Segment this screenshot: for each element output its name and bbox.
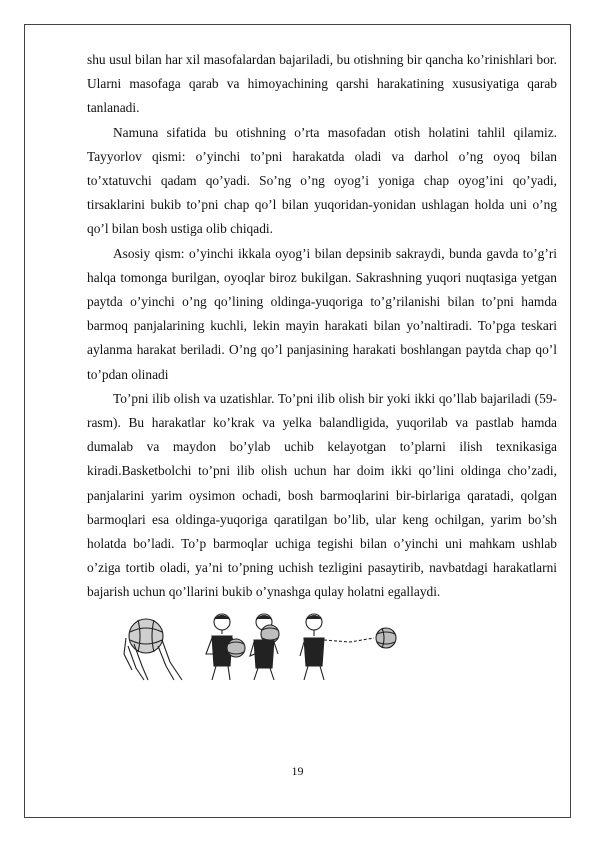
paragraph-3: Asosiy qism: o’yinchi ikkala oyog’i bilan depsinib sakraydi, bunda gavda to’g’ri halqa tomonga burilgan, oyoqlar biroz bukilgan. Sakrashning yuqori nuqtasiga yetgan paytda o’yinchi o’ng qo’lining oldinga-yuqoriga to’g’rilanishi bilan to’pni hamda barmoq panjalarining kuchli, lekin mayin harakati bilan yo’naltiradi. To’pga teskari aylanma harakat beriladi. O’ng qo’l panjasining harakati boshlangan paytda chap qo’l to’pdan olinadi [87, 245, 557, 382]
paragraph-1: shu usul bilan har xil masofalardan bajariladi, bu otishning bir qancha ko’rinishlari bor. Ularni masofaga qarab va himoyachining qarshi harakatining xususiyatiga qarab tanlanadi. [87, 52, 557, 116]
player-catching-high-drawing [250, 614, 279, 680]
hands-catching-ball-drawing [124, 619, 182, 680]
player-catching-chest-drawing [206, 614, 245, 680]
illustration-svg [118, 610, 408, 682]
paragraph-2: Namuna sifatida bu otishning o’rta masofadan otish holatini tahlil qilamiz. Tayyorlov qismi: o’yinchi to’pni harakatda oladi va darhol o’ng oyoq bilan to’xtatuvchi qadam qo’yadi. So’ng o’ng oyog’i yoniga chap oyog’ini qo’yadi, tirsaklarini bukib to’pni chap qo’l bilan yuqoridan-yonidan ushlagan holda uni o’ng qo’l bilan bosh ustiga olib chiqadi. [87, 124, 557, 237]
page-number: 19 [291, 764, 304, 778]
basketball-catching-illustration [118, 610, 408, 682]
body-text [87, 48, 557, 605]
player-passing-ball-drawing [300, 614, 396, 680]
paragraph-4: To’pni ilib olish va uzatishlar. To’pni ilib olish bir yoki ikki qo’llab bajariladi (59-rasm). Bu harakatlar ko’krak va yelka balandligida, yuqorilab va pastlab hamda dumalab va maydon bo’ylab uchib kelayotgan to’plarni ilish texnikasiga kiradi.Basketbolchi to’pni ilib olish uchun har doim ikki qo’lini oldinga cho’zadi, panjalarini yarim oysimon ochadi, bosh barmoqlarini bir-birlariga qaratadi, qolgan barmoqlari esa oldinga-yuqoriga qaratilgan bo’lib, ular keng ochilgan, yarim bo’sh holatda bo’ladi. To’p barmoqlar uchiga tegishi bilan o’yinchi uni mahkam ushlab o’ziga tortib oladi, ya’ni to’pning uchish tezligini pasaytirib, navbatdagi harakatlarni bajarish uchun qo’llarini bukib o’ynashga qulay holatni egallaydi. [87, 390, 557, 600]
